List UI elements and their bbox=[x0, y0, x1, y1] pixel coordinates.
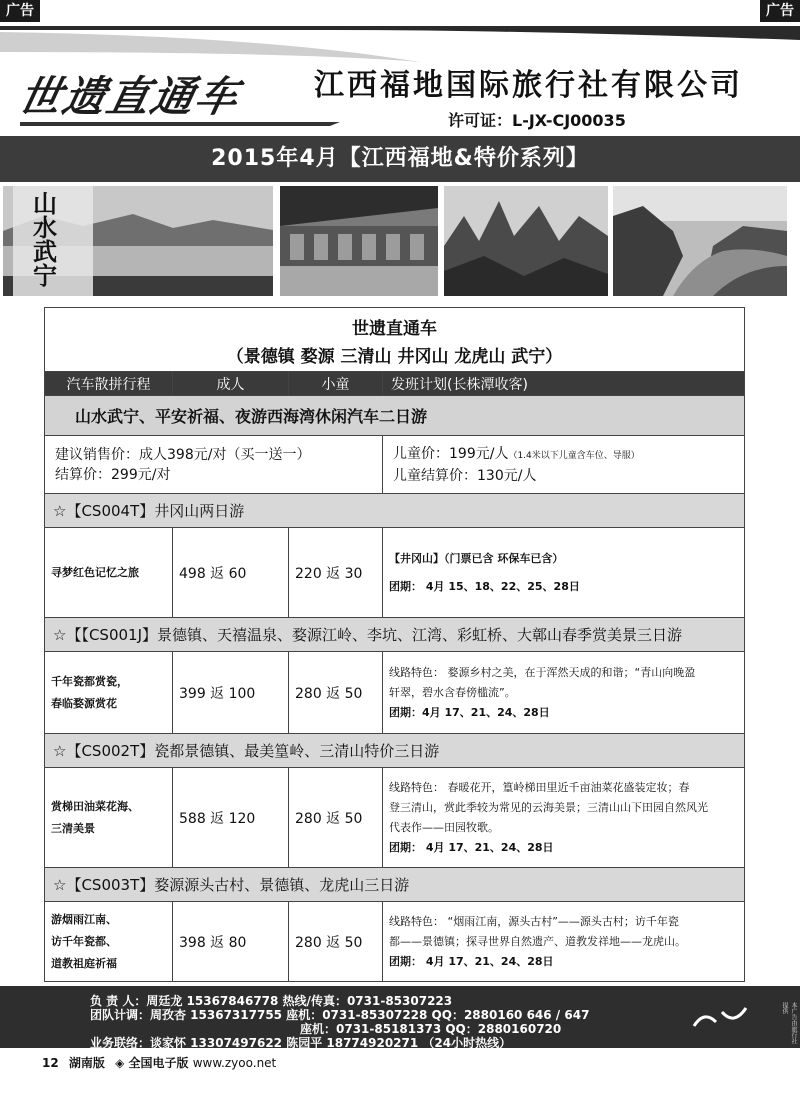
footer-phone2: 座机：0731-85181373 QQ：2880160720 bbox=[300, 1022, 562, 1036]
photo-caption: 山水武宁 bbox=[33, 189, 57, 290]
child-price-cell: 280 返 50 bbox=[289, 652, 383, 734]
table-row bbox=[45, 768, 745, 868]
main-banner: 2015年4月【江西福地&特价系列】 bbox=[0, 136, 800, 182]
table-row bbox=[45, 652, 745, 734]
route-name: 寻梦红色记忆之旅 bbox=[45, 528, 173, 618]
special-price-left bbox=[45, 436, 383, 494]
route-detail: 线路特色： 婺源乡村之美，在于浑然天成的和谐；“青山向晚盈 轩翠，碧水含春傍槛流”。 团期：4月 17、21、24、28日 bbox=[383, 652, 745, 734]
adult-settle-price: 结算价：299元/对 bbox=[55, 466, 171, 483]
footer-side-text: 本广告由旅行社提供 bbox=[781, 1002, 797, 1044]
route-name: 千年瓷都赏瓷， 春临婺源赏花 bbox=[45, 652, 173, 734]
adult-price: 588 返 120 bbox=[173, 768, 289, 868]
route-table bbox=[44, 307, 744, 982]
table-title: 世遗直通车 bbox=[352, 319, 438, 339]
special-price-right bbox=[383, 436, 745, 494]
footer-manager: 负 责 人：周廷龙 15367846778 热线/传真：0731-85307223 bbox=[90, 994, 453, 1008]
group-dates: 团期：4月 17、21、24、28日 bbox=[389, 705, 550, 719]
photo-river-valley bbox=[613, 186, 787, 296]
diamond-logo-icon: ◈ bbox=[115, 1056, 125, 1070]
footer-business: 业务联络：谈家怀 13307497622 陈园平 18774920271 （24小时热线） bbox=[90, 1036, 512, 1050]
group-dates: 团期： 4月 17、21、24、28日 bbox=[389, 840, 554, 854]
table-subtitle: （景德镇 婺源 三清山 井冈山 龙虎山 武宁） bbox=[226, 347, 563, 367]
table-row bbox=[45, 902, 745, 982]
route-header: ☆【CS002T】瓷都景德镇、最美篁岭、三清山特价三日游 bbox=[45, 734, 745, 768]
child-price: 儿童价：199元/人 bbox=[393, 445, 509, 462]
col-child: 小童 bbox=[289, 372, 383, 396]
child-price-cell: 220 返 30 bbox=[289, 528, 383, 618]
edition-label: 湖南版 bbox=[68, 1056, 105, 1070]
page-footer bbox=[42, 1054, 276, 1071]
group-dates: 团期： 4月 17、21、24、28日 bbox=[389, 954, 554, 968]
child-price-note: （1.4米以下儿童含车位、导服） bbox=[508, 450, 640, 461]
route-detail: 线路特色： “烟雨江南，源头古村”——源头古村；访千年瓷 都——景德镇；探寻世界自然遗产、道教发祥地——龙虎山。 团期： 4月 17、21、24、28日 bbox=[383, 902, 745, 982]
route-header: ☆【CS004T】井冈山两日游 bbox=[45, 494, 745, 528]
special-price-row bbox=[45, 436, 745, 494]
contact-footer bbox=[0, 986, 800, 1048]
route-detail: 【井冈山】（门票已含 环保车已含） 团期： 4月 15、18、22、25、28日 bbox=[383, 528, 745, 618]
page-number: 12 bbox=[42, 1056, 59, 1070]
ad-tag-left: 广告 bbox=[0, 0, 40, 22]
company-name: 江西福地国际旅行社有限公司 bbox=[314, 68, 743, 103]
site-label: 全国电子版 bbox=[128, 1056, 189, 1070]
license-number: 许可证：L-JX-CJ00035 bbox=[448, 111, 626, 130]
photo-lake-calligraphy bbox=[3, 186, 273, 296]
photo-sanqingshan-peaks bbox=[444, 186, 608, 296]
special-title: 山水武宁、平安祈福、夜游西海湾休闲汽车二日游 bbox=[45, 396, 745, 436]
route-header: ☆【【CS001J】景德镇、天禧温泉、婺源江岭、李坑、江湾、彩虹桥、大鄣山春季赏美景三日游 bbox=[45, 618, 745, 652]
adult-price: 399 返 100 bbox=[173, 652, 289, 734]
route-detail: 线路特色： 春暖花开，篁岭梯田里近千亩油菜花盛装定妆；春 登三清山，赏此季较为常见的云海美景；三清山山下田园自然风光 代表作——田园牧歌。 团期： 4月 17、21、24、28日 bbox=[383, 768, 745, 868]
col-schedule: 发班计划(长株潭收客) bbox=[383, 372, 745, 396]
child-price-cell: 280 返 50 bbox=[289, 768, 383, 868]
adult-price: 498 返 60 bbox=[173, 528, 289, 618]
swirl-decoration-icon bbox=[690, 1000, 750, 1034]
group-dates: 团期： 4月 15、18、22、25、28日 bbox=[389, 579, 580, 593]
ad-tag-right: 广告 bbox=[760, 0, 800, 22]
col-adult: 成人 bbox=[173, 372, 289, 396]
footer-planner: 团队计调：周孜杏 15367317755 座机：0731-85307228 QQ：2880160 646 / 647 bbox=[90, 1008, 590, 1022]
logo-text: 世遗直通车 bbox=[14, 72, 245, 121]
adult-suggested-price: 建议销售价：成人398元/对（买一送一） bbox=[55, 446, 311, 463]
route-name: 赏梯田油菜花海、 三清美景 bbox=[45, 768, 173, 868]
child-settle-price: 儿童结算价：130元/人 bbox=[393, 467, 537, 484]
route-header: ☆【CS003T】婺源源头古村、景德镇、龙虎山三日游 bbox=[45, 868, 745, 902]
adult-price: 398 返 80 bbox=[173, 902, 289, 982]
header bbox=[0, 22, 800, 134]
table-row bbox=[45, 528, 745, 618]
col-route: 汽车散拼行程 bbox=[45, 372, 173, 396]
column-header-row bbox=[45, 372, 745, 396]
photo-strip bbox=[0, 186, 800, 298]
child-price-cell: 280 返 50 bbox=[289, 902, 383, 982]
route-name: 游烟雨江南、 访千年瓷都、 道教祖庭祈福 bbox=[45, 902, 173, 982]
site-url[interactable]: www.zyoo.net bbox=[192, 1056, 277, 1070]
table-title-cell bbox=[45, 308, 745, 372]
photo-old-street bbox=[280, 186, 438, 296]
